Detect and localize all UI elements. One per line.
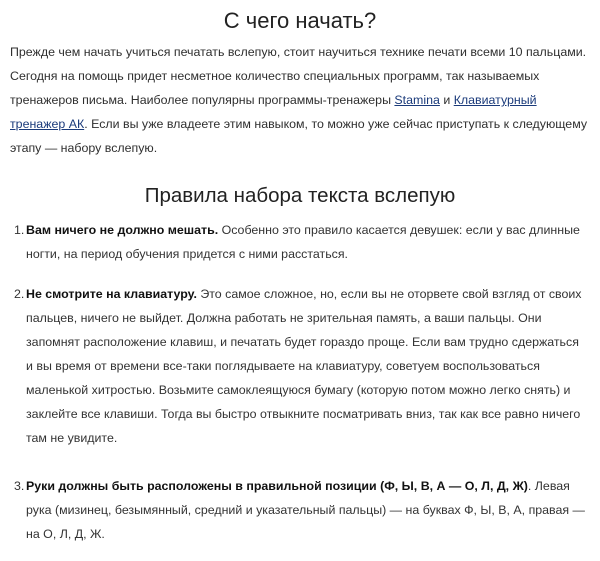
- section-heading: С чего начать?: [223, 8, 377, 33]
- rule-text: Это самое сложное, но, если вы не оторвете свой взгляд от своих пальцев, ничего не выйдет. Должна работать не зрительная память, а ваши пальцы. Они запомнят расположение клавиш, и печатать будет гораздо проще. Если вам трудно сдержаться и вы время от времени все-таки поглядываете на клавиатуру, советуем воспользоваться маленькой хитростью. Возьмите самоклеящуюся бумагу (которую потом можно легко снять) и заклейте все клавиши. Тогда вы быстро отвыкните посматривать вниз, так как все равно ничего там не увидите.: [26, 287, 582, 445]
- rule-text: . Левая рука (мизинец, безымянный, средний и указательный пальцы) — на буквах Ф, Ы, В, А, правая — на О, Л, Д, Ж.: [26, 479, 585, 541]
- rule-text: Особенно это правило касается девушек: если у вас длинные ногти, на период обучения придется с ними расстаться.: [26, 223, 580, 261]
- intro-text-1: Прежде чем начать учиться печатать вслепую, стоит научиться технике печати всеми 10 пальцами. Сегодня на помощь придет несметное количество специальных программ, так называемых тренажеров письма. Наиболее популярны программы-тренажеры: [10, 45, 587, 107]
- intro-text-2: и: [439, 93, 454, 107]
- rule-number: 2.: [14, 287, 25, 301]
- rule-item-1: [14, 218, 588, 266]
- rule-number: 1.: [14, 223, 25, 237]
- rule-item-2: [14, 282, 588, 450]
- stamina-link[interactable]: Stamina: [394, 93, 440, 107]
- rules-heading: Правила набора текста вслепую: [144, 184, 456, 207]
- rule-title: Не смотрите на клавиатуру.: [26, 287, 197, 301]
- ak-trainer-link[interactable]: Клавиатурный тренажер АК: [10, 93, 537, 131]
- rule-item-3: [14, 474, 588, 546]
- rule-title: Вам ничего не должно мешать.: [26, 223, 219, 237]
- intro-paragraph: [10, 40, 592, 160]
- intro-text-3: . Если вы уже владеете этим навыком, то можно уже сейчас приступать к следующему этапу — набору вслепую.: [10, 117, 588, 155]
- rule-number: 3.: [14, 479, 25, 493]
- rule-title: Руки должны быть расположены в правильной позиции (Ф, Ы, В, А — О, Л, Д, Ж): [26, 479, 528, 493]
